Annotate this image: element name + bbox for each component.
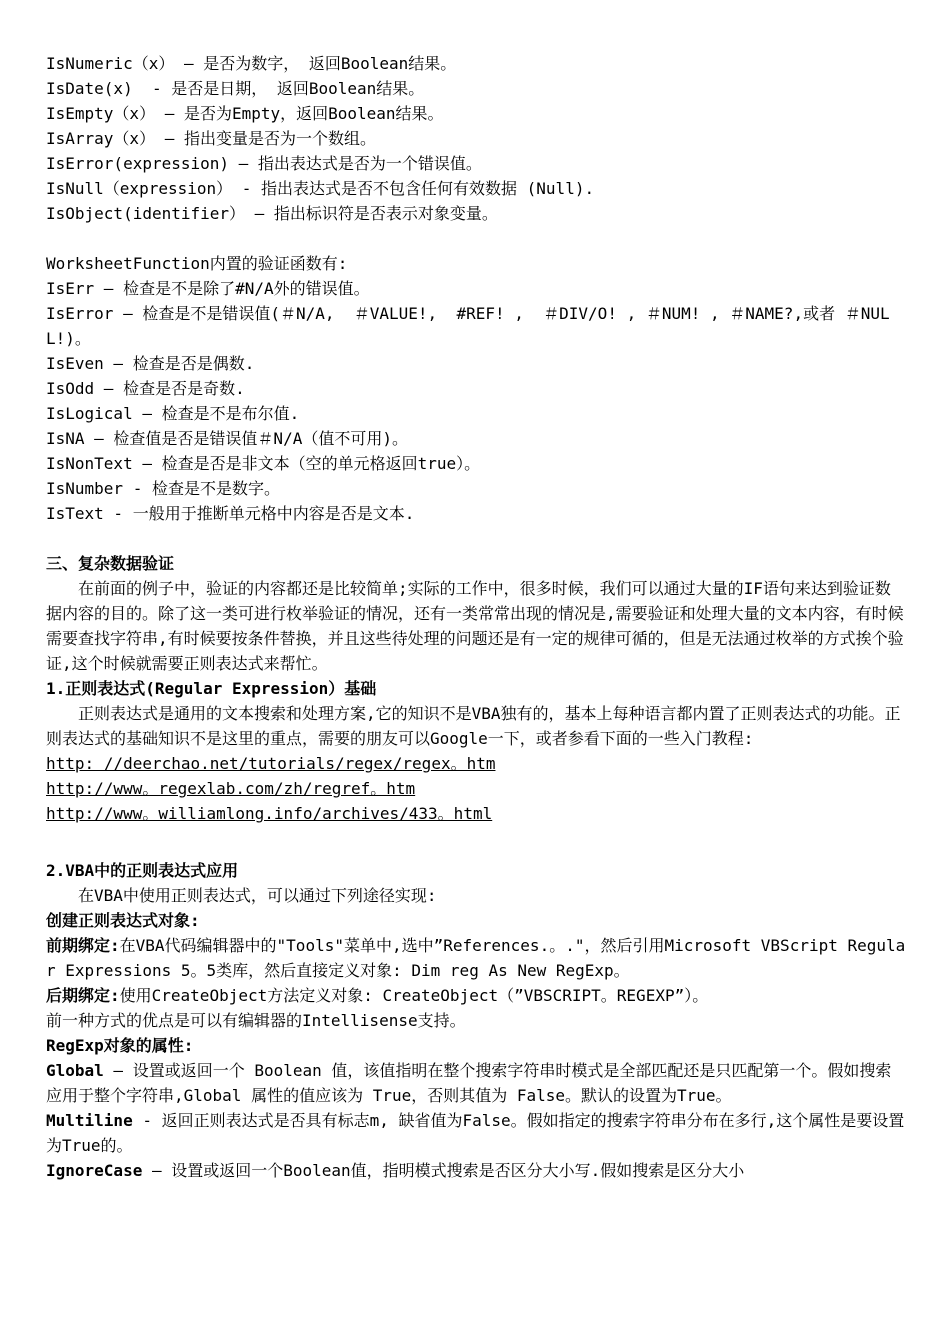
spacer — [46, 526, 906, 551]
property-multiline — [46, 1108, 906, 1158]
list-item: IsArray（x） — 指出变量是否为一个数组。 — [46, 129, 376, 148]
list-item: IsEmpty（x） — 是否为Empty，返回Boolean结果。 — [46, 104, 444, 123]
list-item: IsNull（expression） - 指出表达式是否不包含任何有效数据 (Null). — [46, 179, 595, 198]
worksheet-functions-list — [46, 251, 906, 526]
is-functions-list — [46, 51, 906, 226]
early-binding-paragraph — [46, 933, 906, 983]
late-binding-label: 后期绑定: — [46, 986, 120, 1005]
list-intro: WorksheetFunction内置的验证函数有: — [46, 254, 348, 273]
property-description: — 设置或返回一个 Boolean 值，该值指明在整个搜索字符串时模式是全部匹配还是只匹配第一个。假如搜索应用于整个字符串,Global 属性的值应该为 True，否则其值为 False。默认的设置为True。 — [46, 1061, 892, 1105]
subsection-heading: 1.正则表达式(Regular Expression）基础 — [46, 679, 377, 698]
property-name: Global — [46, 1061, 104, 1080]
paragraph: 正则表达式是通用的文本搜索和处理方案,它的知识不是VBA独有的，基本上每种语言都内置了正则表达式的功能。正则表达式的基础知识不是这里的重点，需要的朋友可以Google一下，或者参看下面的一些入门教程: — [46, 704, 901, 748]
subsection-heading: 2.VBA中的正则表达式应用 — [46, 861, 239, 880]
list-item: IsNumber - 检查是不是数字。 — [46, 479, 280, 498]
property-description: - 返回正则表达式是否具有标志m, 缺省值为False。假如指定的搜索字符串分布在多行,这个属性是要设置为True的。 — [46, 1111, 905, 1155]
spacer — [46, 226, 906, 251]
paragraph: 前一种方式的优点是可以有编辑器的Intellisense支持。 — [46, 1011, 466, 1030]
list-item: IsNumeric（x） — 是否为数字， 返回Boolean结果。 — [46, 54, 457, 73]
property-ignorecase — [46, 1158, 906, 1183]
document-page — [46, 51, 906, 1183]
paragraph: 在前面的例子中，验证的内容都还是比较简单;实际的工作中，很多时候，我们可以通过大量的IF语句来达到验证数据内容的目的。除了这一类可进行枚举验证的情况，还有一类常常出现的情况是,需要验证和处理大量的文本内容，有时候需要查找字符串,有时候要按条件替换，并且这些待处理的问题还是有一定的规律可循的，但是无法通过枚举的方式挨个验证,这个时候就需要正则表达式来帮忙。 — [46, 579, 904, 673]
late-binding-paragraph — [46, 983, 906, 1008]
list-item: IsText - 一般用于推断单元格中内容是否是文本. — [46, 504, 415, 523]
list-item: IsError(expression) — 指出表达式是否为一个错误值。 — [46, 154, 482, 173]
list-item: IsNA — 检查值是否是错误值＃N/A（值不可用)。 — [46, 429, 408, 448]
list-item: IsErr — 检查是不是除了#N/A外的错误值。 — [46, 279, 370, 298]
spacer — [46, 826, 906, 858]
list-item: IsLogical — 检查是不是布尔值. — [46, 404, 300, 423]
tutorial-link[interactable]: http://www。regexlab.com/zh/regref。htm — [46, 779, 416, 798]
property-global — [46, 1058, 906, 1108]
create-object-heading: 创建正则表达式对象: — [46, 911, 200, 930]
list-item: IsEven — 检查是否是偶数. — [46, 354, 255, 373]
property-description: — 设置或返回一个Boolean值，指明模式搜索是否区分大小写.假如搜索是区分大小 — [142, 1161, 745, 1180]
paragraph: 在VBA中使用正则表达式，可以通过下列途径实现: — [78, 886, 437, 905]
early-binding-label: 前期绑定: — [46, 936, 120, 955]
section-heading: 三、复杂数据验证 — [46, 554, 175, 573]
tutorial-link[interactable]: http://www。williamlong.info/archives/433。html — [46, 804, 493, 823]
list-item: IsDate(x) - 是否是日期， 返回Boolean结果。 — [46, 79, 425, 98]
complex-validation-section — [46, 551, 906, 1183]
tutorial-link[interactable]: http: //deerchao.net/tutorials/regex/regex。htm — [46, 754, 496, 773]
properties-heading: RegExp对象的属性: — [46, 1036, 194, 1055]
property-name: Multiline — [46, 1111, 133, 1130]
list-item: IsObject(identifier） — 指出标识符是否表示对象变量。 — [46, 204, 498, 223]
early-binding-text: 在VBA代码编辑器中的"Tools"菜单中,选中”References.。."，然后引用Microsoft VBScript Regular Expressions 5。5类库，然后直接定义对象: Dim reg As New RegExp。 — [46, 936, 906, 980]
property-name: IgnoreCase — [46, 1161, 143, 1180]
late-binding-text: 使用CreateObject方法定义对象: CreateObject（”VBSCRIPT。REGEXP”）。 — [119, 986, 709, 1005]
list-item: IsNonText — 检查是否是非文本（空的单元格返回true）。 — [46, 454, 481, 473]
list-item: IsError — 检查是不是错误值(＃N/A, ＃VALUE!, #REF! , ＃DIV/O! , ＃NUM! , ＃NAME?,或者 ＃NULL!)。 — [46, 304, 890, 348]
list-item: IsOdd — 检查是否是奇数. — [46, 379, 245, 398]
